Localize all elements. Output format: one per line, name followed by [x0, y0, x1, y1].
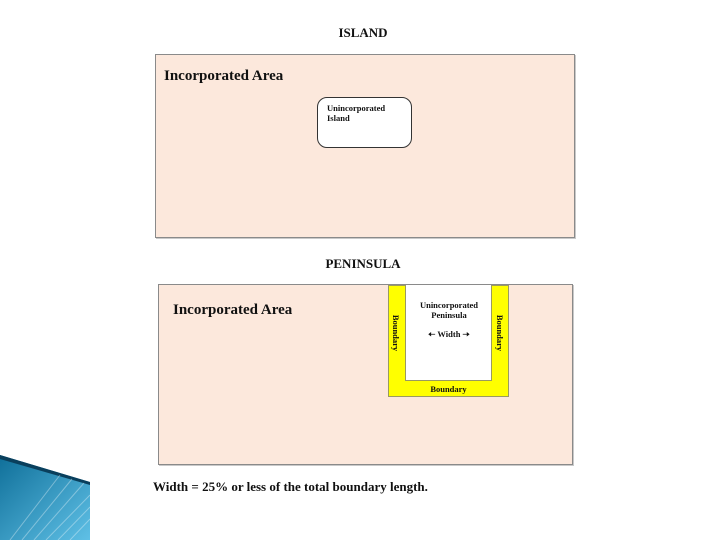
- unincorporated-island-shape: [317, 97, 412, 148]
- unincorporated-peninsula-label: Unincorporated Peninsula: [419, 300, 479, 320]
- peninsula-incorporated-area: [158, 284, 573, 465]
- corner-decoration: [0, 455, 90, 540]
- boundary-right-label: Boundary: [495, 314, 505, 352]
- island-incorporated-area: [155, 54, 575, 238]
- unincorporated-island-label: Unincorporated Island: [327, 103, 386, 123]
- arrow-left-icon: 🠠: [428, 329, 436, 339]
- arrow-right-icon: 🠢: [462, 329, 470, 339]
- footnote: Width = 25% or less of the total boundary length.: [153, 479, 428, 494]
- boundary-bottom-label: Boundary: [430, 384, 467, 394]
- width-label: Width: [437, 329, 461, 339]
- peninsula-area-label: Incorporated Area: [173, 302, 293, 318]
- width-indicator: [415, 329, 483, 339]
- island-area-label: Incorporated Area: [164, 68, 284, 84]
- boundary-left-label: Boundary: [391, 314, 401, 352]
- island-title: ISLAND: [338, 25, 388, 40]
- peninsula-title: PENINSULA: [325, 256, 401, 271]
